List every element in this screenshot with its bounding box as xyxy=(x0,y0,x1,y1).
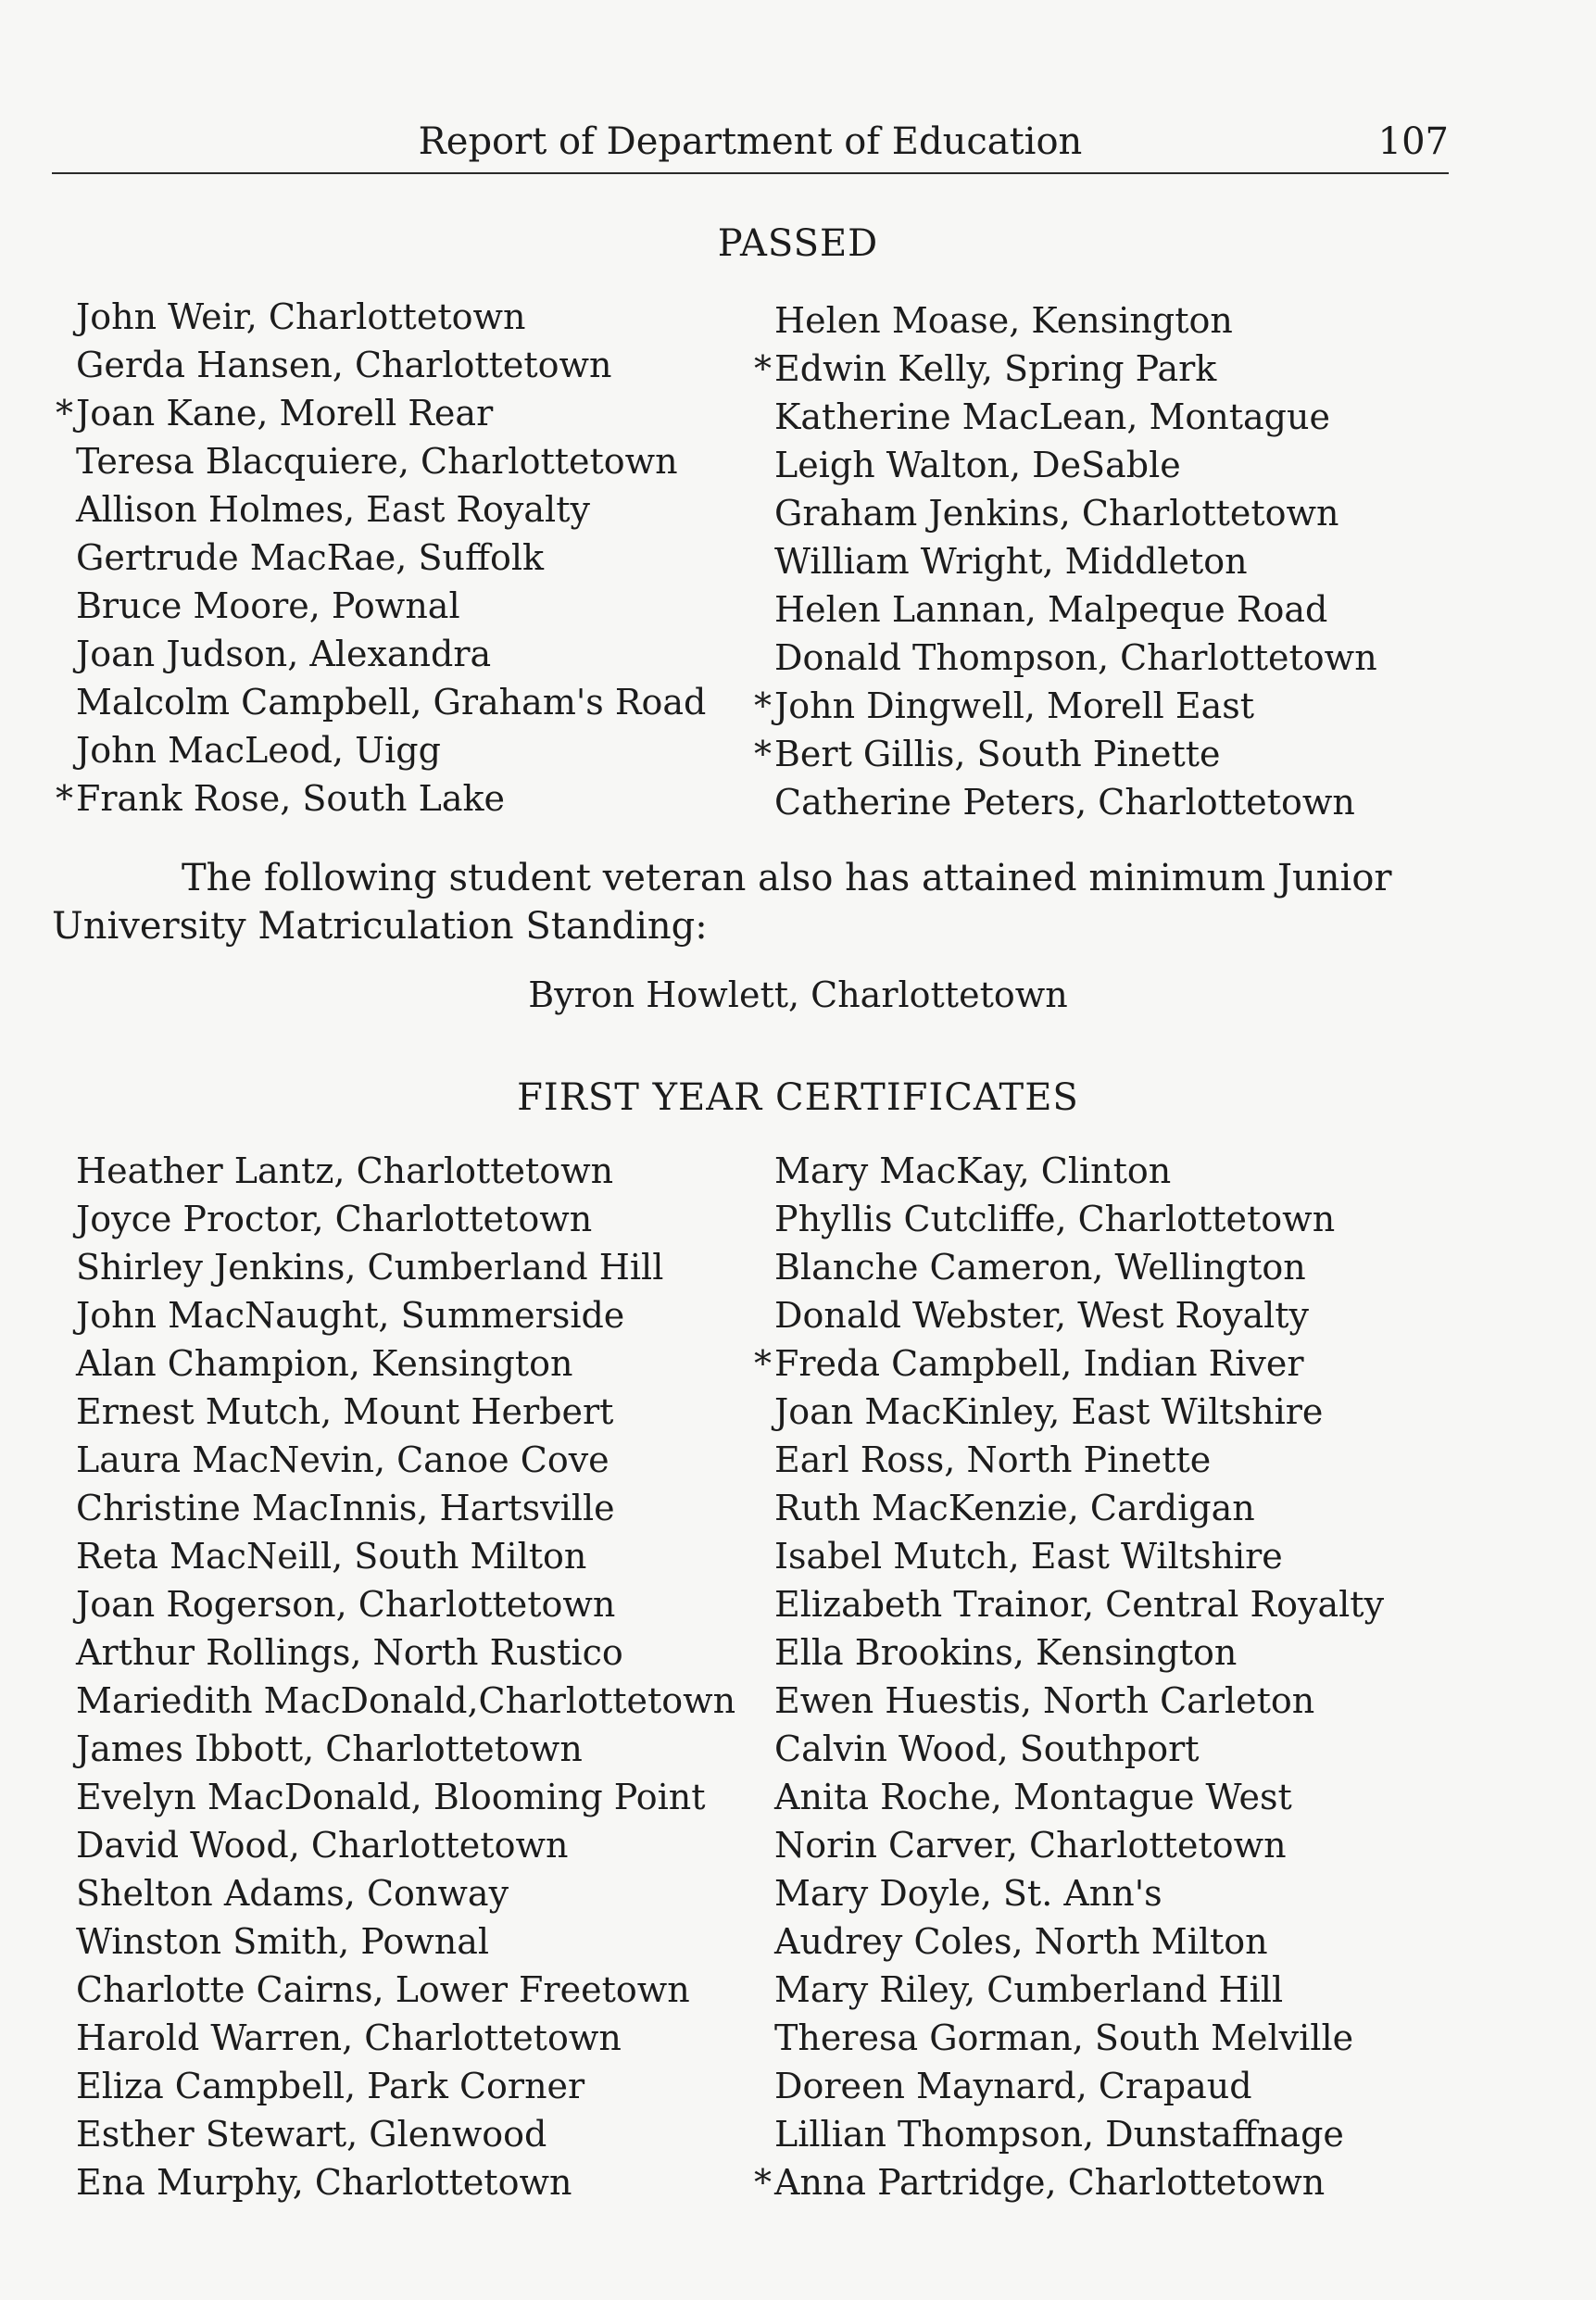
list-item xyxy=(774,1147,1384,1195)
name-entry: Graham Jenkins, Charlottetown xyxy=(774,493,1339,534)
name-entry: James Ibbott, Charlottetown xyxy=(76,1728,583,1769)
list-item xyxy=(76,1291,735,1339)
section-heading-passed: PASSED xyxy=(717,222,879,265)
name-entry: Edwin Kelly, Spring Park xyxy=(774,348,1217,389)
list-item xyxy=(774,1725,1384,1773)
list-item xyxy=(76,1821,735,1869)
list-item xyxy=(774,296,1377,345)
list-item xyxy=(774,585,1377,634)
asterisk-mark: * xyxy=(754,685,772,726)
list-item xyxy=(774,1677,1384,1725)
list-item xyxy=(774,2062,1384,2110)
name-entry: Blanche Cameron, Wellington xyxy=(774,1247,1306,1288)
name-entry: Mariedith MacDonald,Charlottetown xyxy=(76,1680,736,1721)
name-entry: Calvin Wood, Southport xyxy=(774,1728,1200,1769)
name-entry: Donald Thompson, Charlottetown xyxy=(774,637,1377,678)
list-item xyxy=(76,1773,735,1821)
name-entry: Winston Smith, Pownal xyxy=(76,1921,490,1962)
name-entry: Allison Holmes, East Royalty xyxy=(76,489,590,530)
list-item xyxy=(754,730,1377,778)
list-item xyxy=(76,2158,735,2206)
list-item xyxy=(774,1773,1384,1821)
veteran-paragraph-line1: The following student veteran also has attained minimum Junior xyxy=(182,857,1392,899)
list-item xyxy=(76,2062,735,2110)
asterisk-mark: * xyxy=(754,348,772,389)
asterisk-mark: * xyxy=(754,2162,772,2203)
passed-left-column xyxy=(56,293,707,823)
list-item xyxy=(774,1436,1384,1484)
list-item xyxy=(76,293,706,341)
name-entry: Charlotte Cairns, Lower Freetown xyxy=(76,1969,690,2010)
first-year-right-column xyxy=(754,1147,1385,2206)
name-entry: Joan Rogerson, Charlottetown xyxy=(76,1584,616,1625)
name-entry: William Wright, Middleton xyxy=(774,541,1248,582)
name-entry: Ena Murphy, Charlottetown xyxy=(76,2162,572,2203)
list-item xyxy=(76,1677,735,1725)
name-entry: Elizabeth Trainor, Central Royalty xyxy=(774,1584,1385,1625)
list-item xyxy=(754,682,1377,730)
list-item xyxy=(774,2110,1384,2158)
header-title: Report of Department of Education xyxy=(418,120,1083,163)
name-entry: Joan MacKinley, East Wiltshire xyxy=(774,1391,1324,1432)
list-item xyxy=(56,774,706,823)
name-entry: Christine MacInnis, Hartsville xyxy=(76,1488,615,1528)
name-entry: Anna Partridge, Charlottetown xyxy=(774,2162,1326,2203)
name-entry: Donald Webster, West Royalty xyxy=(774,1295,1310,1336)
list-item xyxy=(774,1291,1384,1339)
list-item xyxy=(774,1532,1384,1580)
list-item xyxy=(76,1195,735,1243)
list-item xyxy=(76,1580,735,1628)
name-entry: Norin Carver, Charlottetown xyxy=(774,1825,1287,1866)
list-item xyxy=(774,778,1377,826)
name-entry: Ewen Huestis, North Carleton xyxy=(774,1680,1315,1721)
list-item xyxy=(774,393,1377,441)
name-entry: Laura MacNevin, Canoe Cove xyxy=(76,1439,609,1480)
list-item xyxy=(774,1243,1384,1291)
veteran-paragraph-line2: University Matriculation Standing: xyxy=(52,905,708,948)
name-entry: Helen Lannan, Malpeque Road xyxy=(774,589,1328,630)
list-item xyxy=(76,2110,735,2158)
name-entry: Audrey Coles, North Milton xyxy=(774,1921,1268,1962)
name-entry: Phyllis Cutcliffe, Charlottetown xyxy=(774,1199,1336,1239)
name-entry: John Dingwell, Morell East xyxy=(774,685,1255,726)
list-item xyxy=(56,389,706,437)
name-entry: Joyce Proctor, Charlottetown xyxy=(76,1199,593,1239)
name-entry: Shirley Jenkins, Cumberland Hill xyxy=(76,1247,664,1288)
name-entry: Heather Lantz, Charlottetown xyxy=(76,1150,614,1191)
name-entry: Katherine MacLean, Montague xyxy=(774,396,1330,437)
list-item xyxy=(76,1436,735,1484)
name-entry: Helen Moase, Kensington xyxy=(774,300,1233,341)
list-item xyxy=(76,1484,735,1532)
asterisk-mark: * xyxy=(56,778,73,819)
list-item xyxy=(76,1532,735,1580)
name-entry: Ella Brookins, Kensington xyxy=(774,1632,1238,1673)
name-entry: Evelyn MacDonald, Blooming Point xyxy=(76,1777,706,1817)
name-entry: Malcolm Campbell, Graham's Road xyxy=(76,682,707,723)
asterisk-mark: * xyxy=(754,1343,772,1384)
list-item xyxy=(76,1869,735,1917)
name-entry: Mary Riley, Cumberland Hill xyxy=(774,1969,1284,2010)
list-item xyxy=(774,1388,1384,1436)
list-item xyxy=(76,437,706,485)
list-item xyxy=(76,1966,735,2014)
list-item xyxy=(76,582,706,630)
asterisk-mark: * xyxy=(754,734,772,774)
name-entry: Leigh Walton, DeSable xyxy=(774,445,1181,485)
list-item xyxy=(76,1388,735,1436)
name-entry: Mary Doyle, St. Ann's xyxy=(774,1873,1162,1914)
name-entry: Gerda Hansen, Charlottetown xyxy=(76,345,612,385)
name-entry: Harold Warren, Charlottetown xyxy=(76,2017,622,2058)
list-item xyxy=(76,1243,735,1291)
name-entry: Catherine Peters, Charlottetown xyxy=(774,782,1355,823)
name-entry: Anita Roche, Montague West xyxy=(774,1777,1292,1817)
list-item xyxy=(774,1580,1384,1628)
name-entry: Lillian Thompson, Dunstaffnage xyxy=(774,2114,1344,2155)
name-entry: Gertrude MacRae, Suffolk xyxy=(76,537,545,578)
name-entry: Earl Ross, North Pinette xyxy=(774,1439,1212,1480)
passed-right-column xyxy=(754,296,1377,826)
page-header xyxy=(52,119,1449,167)
list-item xyxy=(774,2014,1384,2062)
list-item xyxy=(774,1917,1384,1966)
list-item xyxy=(774,1869,1384,1917)
name-entry: Joan Judson, Alexandra xyxy=(76,634,492,674)
list-item xyxy=(774,1966,1384,2014)
list-item xyxy=(76,1339,735,1388)
list-item xyxy=(774,634,1377,682)
name-entry: Doreen Maynard, Crapaud xyxy=(774,2066,1252,2106)
list-item xyxy=(774,489,1377,537)
name-entry: Isabel Mutch, East Wiltshire xyxy=(774,1536,1283,1577)
asterisk-mark: * xyxy=(56,393,73,434)
name-entry: Bruce Moore, Pownal xyxy=(76,585,460,626)
name-entry: Arthur Rollings, North Rustico xyxy=(76,1632,623,1673)
list-item xyxy=(774,1195,1384,1243)
name-entry: Eliza Campbell, Park Corner xyxy=(76,2066,585,2106)
list-item xyxy=(76,1147,735,1195)
name-entry: Mary MacKay, Clinton xyxy=(774,1150,1172,1191)
name-entry: John Weir, Charlottetown xyxy=(76,296,526,337)
list-item xyxy=(754,1339,1384,1388)
name-entry: David Wood, Charlottetown xyxy=(76,1825,569,1866)
list-item xyxy=(76,1917,735,1966)
section-heading-first-year: FIRST YEAR CERTIFICATES xyxy=(517,1076,1079,1119)
page-number: 107 xyxy=(1377,120,1449,163)
list-item xyxy=(774,441,1377,489)
list-item xyxy=(754,345,1377,393)
list-item xyxy=(76,534,706,582)
list-item xyxy=(76,630,706,678)
name-entry: John MacLeod, Uigg xyxy=(76,730,441,771)
list-item xyxy=(774,537,1377,585)
list-item xyxy=(76,678,706,726)
name-entry: Frank Rose, South Lake xyxy=(76,778,506,819)
list-item xyxy=(76,1628,735,1677)
list-item xyxy=(76,726,706,774)
first-year-left-column xyxy=(76,1147,735,2206)
name-entry: Ernest Mutch, Mount Herbert xyxy=(76,1391,614,1432)
name-entry: Bert Gillis, South Pinette xyxy=(774,734,1221,774)
list-item xyxy=(76,2014,735,2062)
list-item xyxy=(76,485,706,534)
name-entry: Esther Stewart, Glenwood xyxy=(76,2114,547,2155)
header-rule xyxy=(52,172,1449,174)
name-entry: Teresa Blacquiere, Charlottetown xyxy=(76,441,678,482)
name-entry: Freda Campbell, Indian River xyxy=(774,1343,1304,1384)
list-item xyxy=(774,1628,1384,1677)
list-item xyxy=(76,341,706,389)
name-entry: Ruth MacKenzie, Cardigan xyxy=(774,1488,1255,1528)
name-entry: Theresa Gorman, South Melville xyxy=(774,2017,1354,2058)
name-entry: Joan Kane, Morell Rear xyxy=(76,393,494,434)
veteran-name: Byron Howlett, Charlottetown xyxy=(528,974,1068,1015)
name-entry: Reta MacNeill, South Milton xyxy=(76,1536,587,1577)
list-item xyxy=(774,1484,1384,1532)
list-item xyxy=(76,1725,735,1773)
name-entry: John MacNaught, Summerside xyxy=(76,1295,625,1336)
list-item xyxy=(754,2158,1384,2206)
list-item xyxy=(774,1821,1384,1869)
veteran-paragraph xyxy=(52,854,1449,950)
name-entry: Shelton Adams, Conway xyxy=(76,1873,509,1914)
name-entry: Alan Champion, Kensington xyxy=(76,1343,573,1384)
